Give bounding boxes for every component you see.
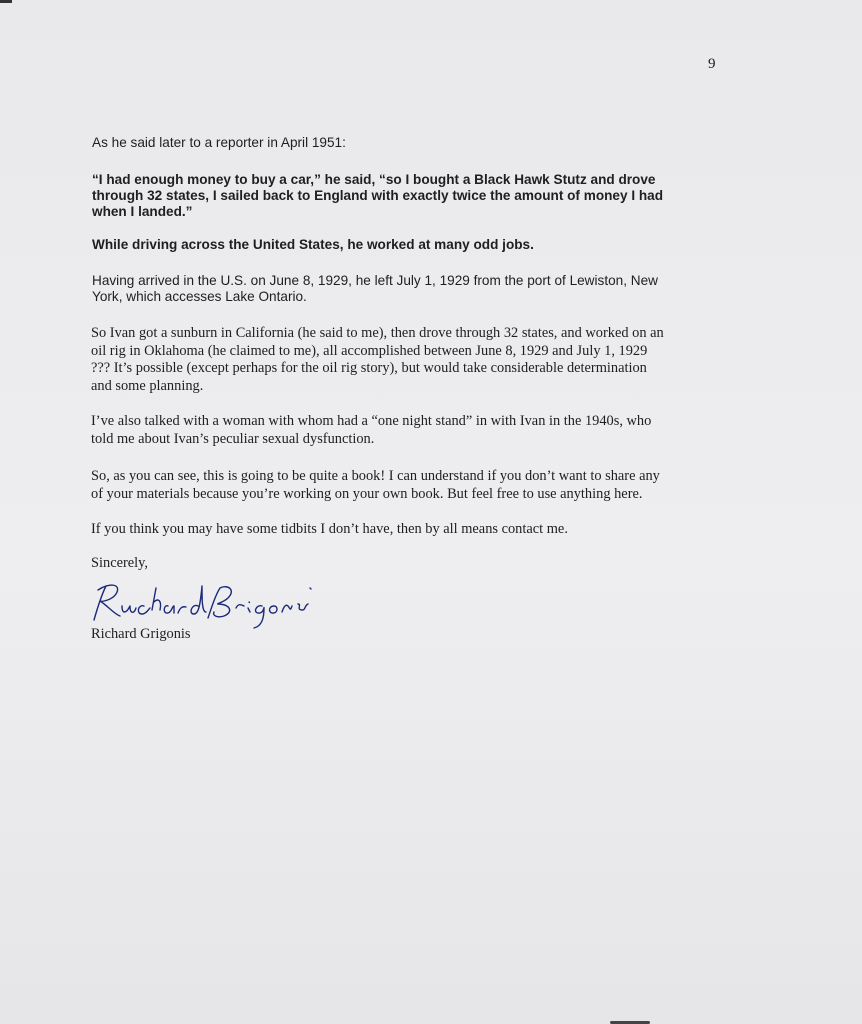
sunburn-line-1: So Ivan got a sunburn in California (he said to me), then drove through 32 states, and worked on an <box>91 325 664 341</box>
woman-line-2: told me about Ivan’s peculiar sexual dysfunction. <box>91 430 375 447</box>
sunburn-line-3: ??? It’s possible (except perhaps for the oil rig story), but would take considerable determination <box>91 360 647 376</box>
paragraph-odd-jobs: While driving across the United States, he worked at many odd jobs. <box>92 237 534 252</box>
paragraph-sunburn <box>91 325 731 395</box>
sunburn-line-4: and some planning. <box>91 377 204 394</box>
sunburn-line-2: oil rig in Oklahoma (he claimed to me), all accomplished between June 8, 1929 and July 1, 1929 <box>91 342 648 359</box>
woman-line-1: I’ve also talked with a woman with whom had a “one night stand” in with Ivan in the 1940s, who <box>91 413 652 429</box>
paragraph-reporter-intro: As he said later to a reporter in April 1951: <box>92 135 346 150</box>
paragraph-woman <box>91 413 731 448</box>
arrival-line-1: Having arrived in the U.S. on June 8, 1929, he left July 1, 1929 from the port of Lewiston, New <box>92 273 658 288</box>
signer-name: Richard Grigonis <box>91 626 191 642</box>
paragraph-arrival <box>92 273 732 305</box>
closing: Sincerely, <box>91 555 149 571</box>
scan-corner-mark <box>0 0 12 3</box>
page-number: 9 <box>708 56 716 72</box>
quote-line-3: when I landed.” <box>92 204 193 219</box>
book-line-1: So, as you can see, this is going to be quite a book! I can understand if you don’t want to share any <box>91 468 660 484</box>
quote-line-2: through 32 states, I sailed back to England with exactly twice the amount of money I had <box>92 188 664 203</box>
paragraph-contact: If you think you may have some tidbits I don’t have, then by all means contact me. <box>91 521 568 537</box>
book-line-2: of your materials because you’re working on your own book. But feel free to use anything here. <box>91 485 643 502</box>
paragraph-quote <box>92 172 732 220</box>
paragraph-book <box>91 468 731 503</box>
quote-line-1: “I had enough money to buy a car,” he said, “so I bought a Black Hawk Stutz and drove <box>92 172 656 187</box>
arrival-line-2: York, which accesses Lake Ontario. <box>92 289 307 304</box>
